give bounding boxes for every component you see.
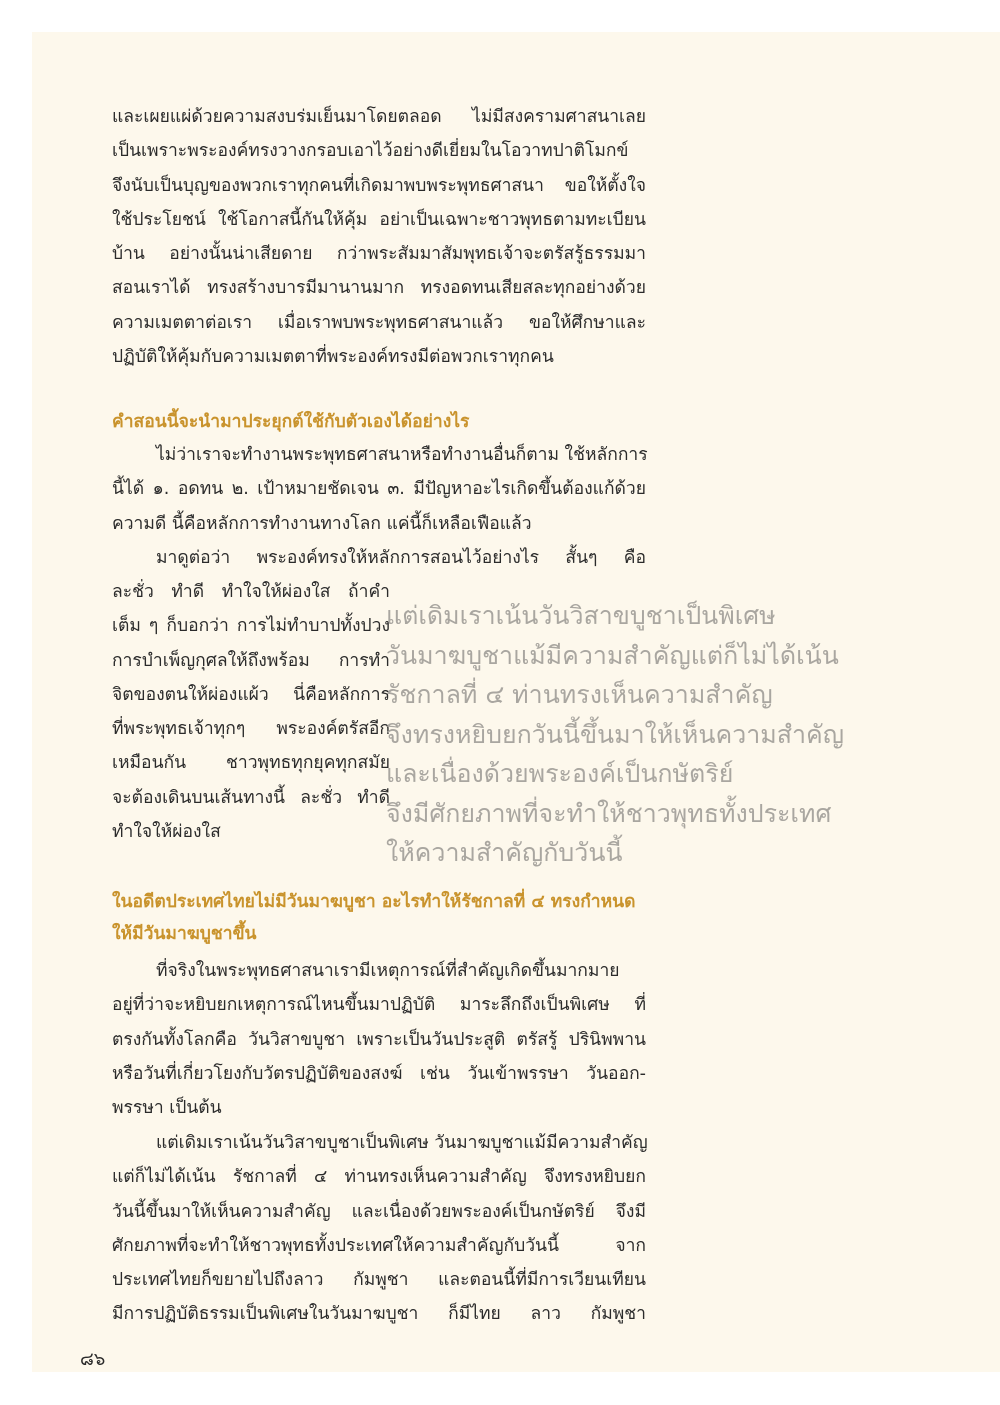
pull-quote-line: แต่เดิมเราเน้นวันวิสาขบูชาเป็นพิเศษ [386,601,776,630]
text-line: จิตของตนให้ผ่องแผ้ว นี่คือหลักการ [112,684,390,705]
text-line: ทำใจให้ผ่องใส [112,822,221,843]
text-line: ใช้ประโยชน์ ใช้โอกาสนี้กันให้คุ้ม อย่าเป็นเฉพาะชาวพุทธตามทะเบียน [112,209,646,230]
text-line: ปฏิบัติให้คุ้มกับความเมตตาที่พระองค์ทรงมีต่อพวกเราทุกคน [112,347,554,368]
text-line: วันนี้ขึ้นมาให้เห็นความสำคัญ และเนื่องด้วยพระองค์เป็นกษัตริย์ จึงมี [112,1201,646,1222]
text-line: ที่จริงในพระพุทธศาสนาเรามีเหตุการณ์ที่สำคัญเกิดขึ้นมากมาย [156,961,620,981]
text-line: จะต้องเดินบนเส้นทางนี้ ละชั่ว ทำดี [112,787,390,808]
text-line: มาดูต่อว่า พระองค์ทรงให้หลักการสอนไว้อย่างไร สั้นๆ คือ [156,548,646,568]
section-2-paragraph-2 [112,1126,646,1332]
pull-quote-line: รัชกาลที่ ๔ ท่านทรงเห็นความสำคัญ [386,680,773,709]
text-line: เป็นเพราะพระองค์ทรงวางกรอบเอาไว้อย่างดีเยี่ยมในโอวาทปาติโมกข์ [112,141,629,162]
text-line: ประเทศไทยก็ขยายไปถึงลาว กัมพูชา และตอนนี้ที่มีการเวียนเทียน [112,1270,646,1291]
section-heading-2 [112,886,652,950]
section-heading-1 [112,406,652,438]
heading-line: คำสอนนี้จะนำมาประยุกต์ใช้กับตัวเองได้อย่างไร [112,412,470,432]
text-line: บ้าน อย่างนั้นน่าเสียดาย กว่าพระสัมมาสัมพุทธเจ้าจะตรัสรู้ธรรมมา [112,244,646,265]
pull-quote-line: จึงทรงหยิบยกวันนี้ขึ้นมาให้เห็นความสำคัญ [386,719,845,749]
text-line: แต่เดิมเราเน้นวันวิสาขบูชาเป็นพิเศษ วันมาฆบูชาแม้มีความสำคัญ [156,1133,648,1153]
text-line: จึงนับเป็นบุญของพวกเราทุกคนที่เกิดมาพบพระพุทธศาสนา ขอให้ตั้งใจ [112,175,646,196]
text-line: เหมือนกัน ชาวพุทธทุกยุคทุกสมัย [112,753,390,774]
text-line: มีการปฏิบัติธรรมเป็นพิเศษในวันมาฆบูชา ก็มีไทย ลาว กัมพูชา [112,1304,646,1325]
text-line: ความเมตตาต่อเรา เมื่อเราพบพระพุทธศาสนาแล้ว ขอให้ศึกษาและ [112,312,646,333]
text-line: สอนเราได้ ทรงสร้างบารมีมานานมาก ทรงอดทนเสียสละทุกอย่างด้วย [112,278,646,299]
heading-line: ให้มีวันมาฆบูชาขึ้น [112,924,257,944]
heading-line: ในอดีตประเทศไทยไม่มีวันมาฆบูชา อะไรทำให้รัชกาลที่ ๔ ทรงกำหนด [112,892,636,912]
text-line: ตรงกันทั้งโลกคือ วันวิสาขบูชา เพราะเป็นวันประสูติ ตรัสรู้ ปรินิพพาน [112,1029,646,1050]
pull-quote-line: ให้ความสำคัญกับวันนี้ [386,838,623,867]
page [32,32,1000,1372]
text-line: ละชั่ว ทำดี ทำใจให้ผ่องใส ถ้าคำ [112,582,390,602]
pull-quote [386,596,886,873]
text-line: ไม่ว่าเราจะทำงานพระพุทธศาสนาหรือทำงานอื่นก็ตาม ใช้หลักการ [156,445,648,465]
section-2-paragraph-1 [112,954,646,1125]
section-1-paragraph-2-first-line [112,541,646,575]
text-line: ศักยภาพที่จะทำให้ชาวพุทธทั้งประเทศให้ความสำคัญกับวันนี้ จาก [112,1235,646,1256]
pull-quote-line: และเนื่องด้วยพระองค์เป็นกษัตริย์ [386,759,734,788]
text-line: ที่พระพุทธเจ้าทุกๆ พระองค์ตรัสอีก [112,719,390,740]
text-line: การบำเพ็ญกุศลให้ถึงพร้อม การทำ [112,650,390,671]
text-line: ความดี นี้คือหลักการทำงานทางโลก แค่นี้ก็เหลือเฟือแล้ว [112,513,532,534]
section-1-paragraph-2-column [112,575,390,849]
pull-quote-line: วันมาฆบูชาแม้มีความสำคัญแต่ก็ไม่ได้เน้น [386,640,839,670]
text-line: แต่ก็ไม่ได้เน้น รัชกาลที่ ๔ ท่านทรงเห็นความสำคัญ จึงทรงหยิบยก [112,1167,646,1188]
text-line: และเผยแผ่ด้วยความสงบร่มเย็นมาโดยตลอด ไม่มีสงครามศาสนาเลย [112,107,646,127]
pull-quote-line: จึงมีศักยภาพที่จะทำให้ชาวพุทธทั้งประเทศ [386,798,832,828]
page-number: ๘๖ [80,1349,106,1370]
text-line: นี้ได้ ๑. อดทน ๒. เป้าหมายชัดเจน ๓. มีปัญหาอะไรเกิดขึ้นต้องแก้ด้วย [112,479,646,500]
text-line: อยู่ที่ว่าจะหยิบยกเหตุการณ์ไหนขึ้นมาปฏิบัติ มาระลึกถึงเป็นพิเศษ ที่ [112,995,646,1016]
text-line: หรือวันที่เกี่ยวโยงกับวัตรปฏิบัติของสงฆ์ เช่น วันเข้าพรรษา วันออก- [112,1063,646,1084]
text-line: พรรษา เป็นต้น [112,1098,222,1119]
text-line: เต็ม ๆ ก็บอกว่า การไม่ทำบาปทั้งปวง [112,616,390,637]
intro-paragraph [112,100,646,374]
section-1-paragraph-1 [112,438,646,541]
